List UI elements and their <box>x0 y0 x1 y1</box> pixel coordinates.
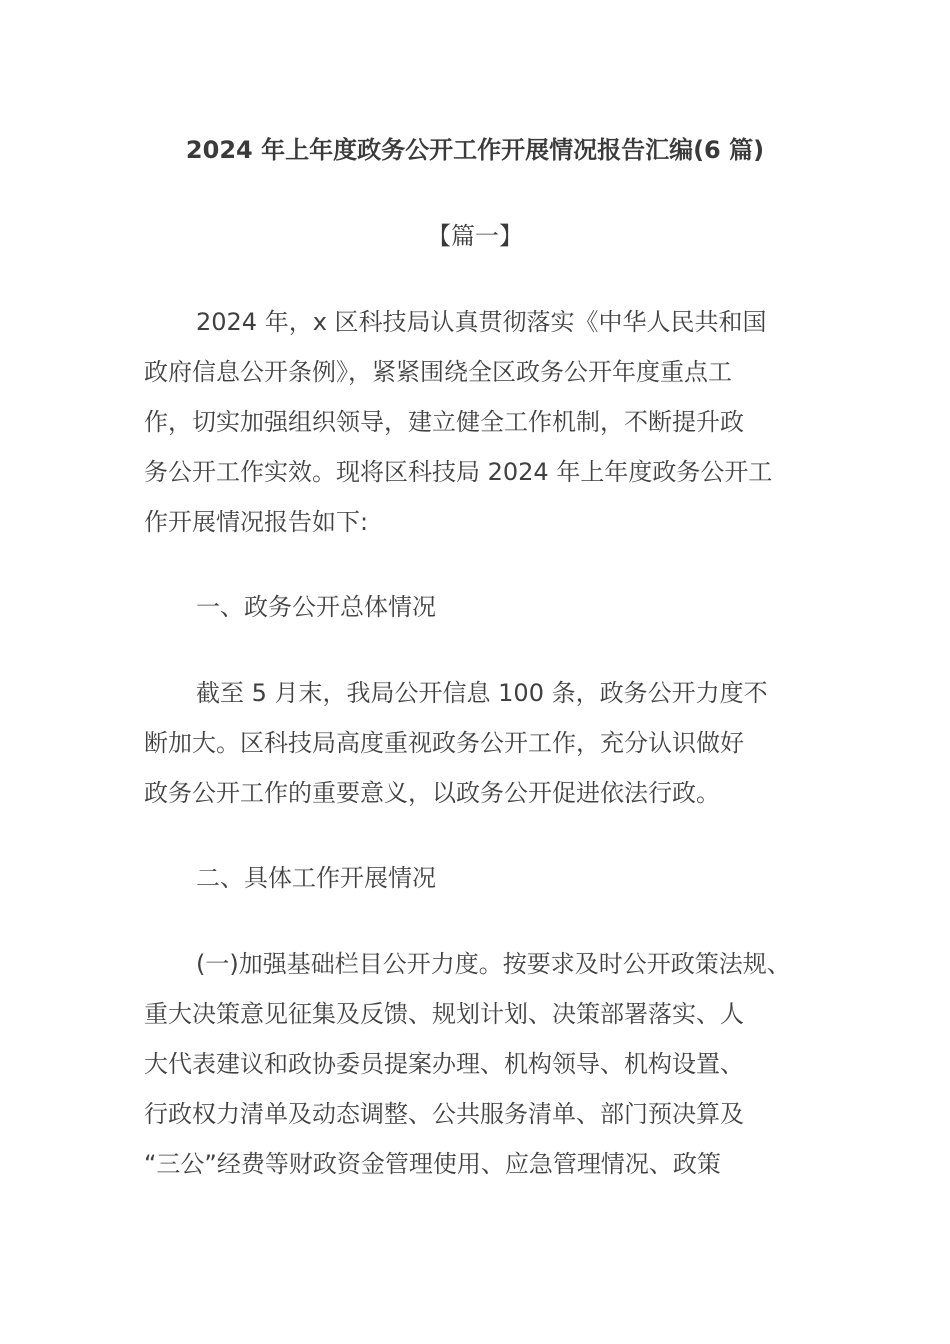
document-title: 2024 年上年度政务公开工作开展情况报告汇编(6 篇) <box>185 136 765 164</box>
paragraph-line: “三公”经费等财政资金管理使用、应急管理情况、政策 <box>144 1150 721 1178</box>
paragraph-line: 作开展情况报告如下: <box>144 508 369 536</box>
paragraph-line: 断加大。区科技局高度重视政务公开工作，充分认识做好 <box>144 729 744 757</box>
section-heading-1 <box>144 582 816 632</box>
section-heading-text: 二、具体工作开展情况 <box>196 864 436 892</box>
paragraph-line: 行政权力清单及动态调整、公共服务清单、部门预决算及 <box>144 1100 744 1128</box>
paragraph-line: (一)加强基础栏目公开力度。按要求及时公开政策法规、 <box>196 950 791 978</box>
paragraph-line: 截至 5 月末，我局公开信息 100 条，政务公开力度不 <box>196 679 768 707</box>
paragraph-overview <box>144 668 816 818</box>
paragraph-line: 大代表建议和政协委员提案办理、机构领导、机构设置、 <box>144 1050 744 1078</box>
paragraph-line: 政务公开工作的重要意义，以政务公开促进依法行政。 <box>144 779 720 807</box>
paragraph-line: 重大决策意见征集及反馈、规划计划、决策部署落实、人 <box>144 1000 744 1028</box>
section-heading-text: 一、政务公开总体情况 <box>196 593 436 621</box>
paragraph-line: 务公开工作实效。现将区科技局 2024 年上年度政务公开工 <box>144 458 773 486</box>
paragraph-line: 作，切实加强组织领导，建立健全工作机制，不断提升政 <box>144 408 744 436</box>
chapter-label: 【篇一】 <box>427 222 523 250</box>
paragraph-line: 政府信息公开条例》，紧紧围绕全区政务公开年度重点工 <box>144 358 732 386</box>
paragraph-line: 2024 年，x 区科技局认真贯彻落实《中华人民共和国 <box>196 308 767 336</box>
section-heading-2 <box>144 853 816 903</box>
paragraph-details <box>144 939 816 1189</box>
paragraph-intro <box>144 297 816 547</box>
